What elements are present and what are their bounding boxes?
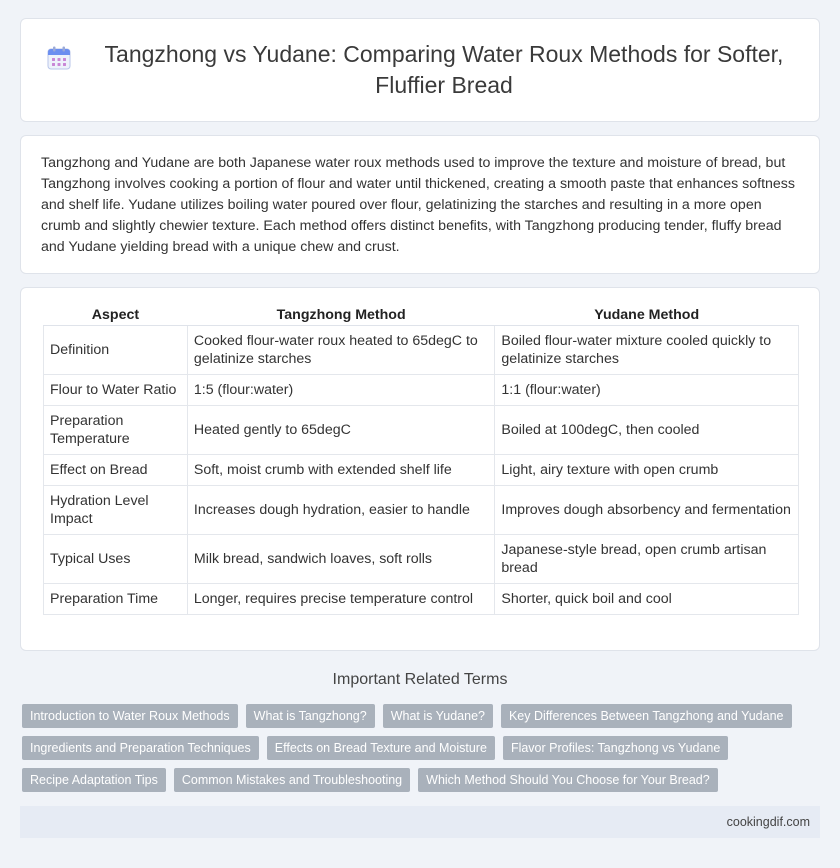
table-cell: Improves dough absorbency and fermentation [495, 485, 799, 534]
related-terms-list [22, 704, 820, 800]
header-tangzhong: Tangzhong Method [187, 303, 495, 325]
related-terms-title: Important Related Terms [332, 671, 508, 688]
header-yudane: Yudane Method [495, 303, 799, 325]
related-term-tag[interactable]: Flavor Profiles: Tangzhong vs Yudane [503, 736, 728, 760]
table-cell: Effect on Bread [44, 454, 188, 485]
table-cell: Typical Uses [44, 534, 188, 583]
related-term-tag[interactable]: Recipe Adaptation Tips [22, 768, 166, 792]
related-term-tag[interactable]: What is Yudane? [383, 704, 493, 728]
table-cell: Japanese-style bread, open crumb artisan bread [495, 534, 799, 583]
table-row [44, 374, 799, 405]
table-cell: Preparation Time [44, 583, 188, 614]
related-term-tag[interactable]: Introduction to Water Roux Methods [22, 704, 238, 728]
related-term-tag[interactable]: Effects on Bread Texture and Moisture [267, 736, 495, 760]
footer [20, 806, 820, 838]
table-cell: Boiled flour-water mixture cooled quickly to gelatinize starches [495, 325, 799, 374]
table-row [44, 454, 799, 485]
table-cell: Preparation Temperature [44, 405, 188, 454]
table-cell: Boiled at 100degC, then cooled [495, 405, 799, 454]
table-cell: Increases dough hydration, easier to handle [187, 485, 495, 534]
title-card [20, 18, 820, 122]
table-cell: Shorter, quick boil and cool [495, 583, 799, 614]
title-wrap [46, 39, 794, 101]
table-cell: Hydration Level Impact [44, 485, 188, 534]
table-cell: Light, airy texture with open crumb [495, 454, 799, 485]
intro-paragraph: Tangzhong and Yudane are both Japanese water roux methods used to improve the texture and moisture of bread, but Tangzhong involves cooking a portion of flour and water until thickened, creating a smooth paste that enhances softness and shelf life. Yudane utilizes boiling water poured over flour, gelatinizing the starches and resulting in a more open crumb and slightly chewier texture. Each method offers distinct benefits, with Tangzhong producing tender, fluffy bread and Yudane yielding bread with a unique chew and crust. [41, 155, 795, 255]
table-cell: Flour to Water Ratio [44, 374, 188, 405]
related-term-tag[interactable]: What is Tangzhong? [246, 704, 375, 728]
table-cell: 1:1 (flour:water) [495, 374, 799, 405]
table-row [44, 485, 799, 534]
related-term-tag[interactable]: Key Differences Between Tangzhong and Yudane [501, 704, 792, 728]
table-row [44, 325, 799, 374]
calendar-icon [46, 45, 72, 71]
table-row [44, 583, 799, 614]
table-row [44, 534, 799, 583]
related-term-tag[interactable]: Which Method Should You Choose for Your Bread? [418, 768, 718, 792]
comparison-card [20, 287, 820, 651]
table-cell: Soft, moist crumb with extended shelf life [187, 454, 495, 485]
intro-card [20, 135, 820, 274]
table-cell: Longer, requires precise temperature control [187, 583, 495, 614]
related-term-tag[interactable]: Ingredients and Preparation Techniques [22, 736, 259, 760]
table-cell: Cooked flour-water roux heated to 65degC to gelatinize starches [187, 325, 495, 374]
related-term-tag[interactable]: Common Mistakes and Troubleshooting [174, 768, 410, 792]
table-cell: Definition [44, 325, 188, 374]
table-header-row [44, 303, 799, 325]
table-cell: 1:5 (flour:water) [187, 374, 495, 405]
page-title: Tangzhong vs Yudane: Comparing Water Roux Methods for Softer, Fluffier Bread [104, 41, 784, 98]
table-cell: Milk bread, sandwich loaves, soft rolls [187, 534, 495, 583]
footer-site-link[interactable]: cookingdif.com [726, 815, 810, 829]
table-cell: Heated gently to 65degC [187, 405, 495, 454]
header-aspect: Aspect [44, 303, 188, 325]
table-row [44, 405, 799, 454]
comparison-table [43, 303, 799, 615]
